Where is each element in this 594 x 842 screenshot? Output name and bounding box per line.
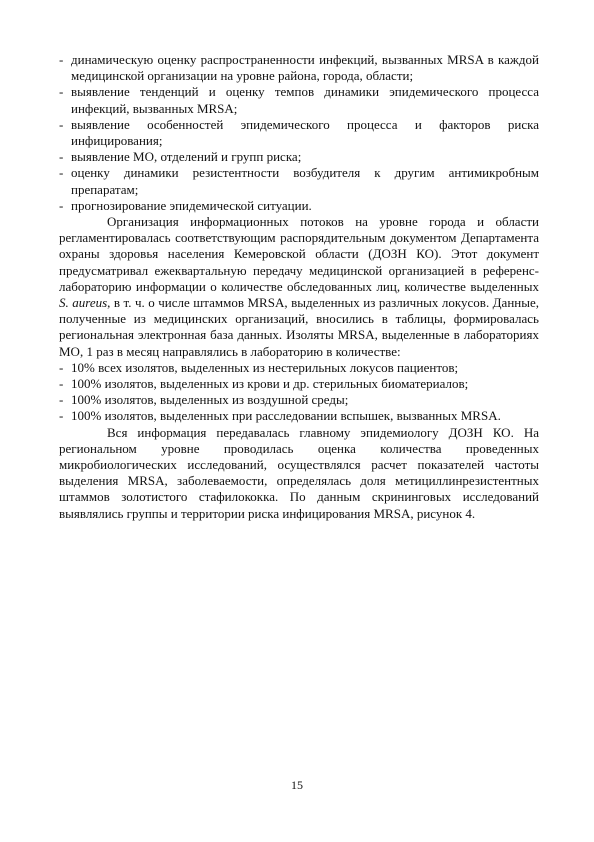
list-item: - прогнозирование эпидемической ситуации. <box>59 197 312 213</box>
bullet-dash: - <box>59 392 64 408</box>
bullet-dash: - <box>59 116 64 132</box>
paragraph-info-flows: Организация информационных потоков на уровне города и области регламентировалась соответствующим распорядительным документом Департамента охраны здоровья населения Кемеровской области (ДОЗН КО). Этот документ предусматривал ежеквартальную передачу медицинской организацией в референс-лабораторию информации о количестве обследованных лиц, количестве выделенных S. aureus, в т. ч. о числе штаммов MRSA, выделенных из различных локусов. Данные, полученные из медицинских организаций, вносились в таблицы, формировалась региональная электронная база данных. Изоляты MRSA, выделенные в лабораториях МО, 1 раз в месяц направлялись в лабораторию в количестве: <box>59 214 539 359</box>
bullet-dash: - <box>59 52 64 67</box>
list-item: - 100% изолятов, выделенных из воздушной среды; <box>59 392 349 408</box>
bullet-dash: - <box>59 84 64 100</box>
bullet-dash: - <box>59 149 64 165</box>
goals-list <box>59 52 539 214</box>
bullet-dash: - <box>59 165 64 181</box>
bullet-dash: - <box>59 197 64 213</box>
list-item: - выявление особенностей эпидемического процесса и факторов риска инфицирования; <box>59 116 539 149</box>
list-item: - оценку динамики резистентности возбудителя к другим антимикробным препаратам; <box>59 165 539 197</box>
list-item: - выявление тенденций и оценку темпов динамики эпидемического процесса инфекций, вызванных MRSA; <box>59 84 539 116</box>
list-item: - 100% изолятов, выделенных из крови и др. стерильных биоматериалов; <box>59 376 469 392</box>
list-item: - выявление МО, отделений и групп риска; <box>59 149 302 165</box>
page-number: 15 <box>291 778 303 792</box>
list-item: - динамическую оценку распространенности инфекций, вызванных MRSA в каждой медицинской организации на уровне района, города, области; <box>59 52 539 84</box>
bullet-dash: - <box>59 359 64 375</box>
bullet-dash: - <box>59 408 64 424</box>
paragraph-regional-analysis: Вся информация передавалась главному эпидемиологу ДОЗН КО. На региональном уровне проводилась оценка количества проведенных микробиологических исследований, осуществлялся расчет показателей частоты выделения MRSA, заболеваемости, определялась доля метициллинрезистентных штаммов золотистого стафилококка. По данным скрининговых исследований выявлялись группы и территории риска инфицирования MRSA, рисунок 4. <box>59 424 539 521</box>
species-name: S. aureus <box>59 295 108 311</box>
isolates-list <box>59 360 539 425</box>
list-item: - 100% изолятов, выделенных при расследовании вспышек, вызванных MRSA. <box>59 408 501 424</box>
list-item: - 10% всех изолятов, выделенных из нестерильных локусов пациентов; <box>59 359 459 375</box>
page-body <box>59 52 539 522</box>
bullet-dash: - <box>59 376 64 392</box>
